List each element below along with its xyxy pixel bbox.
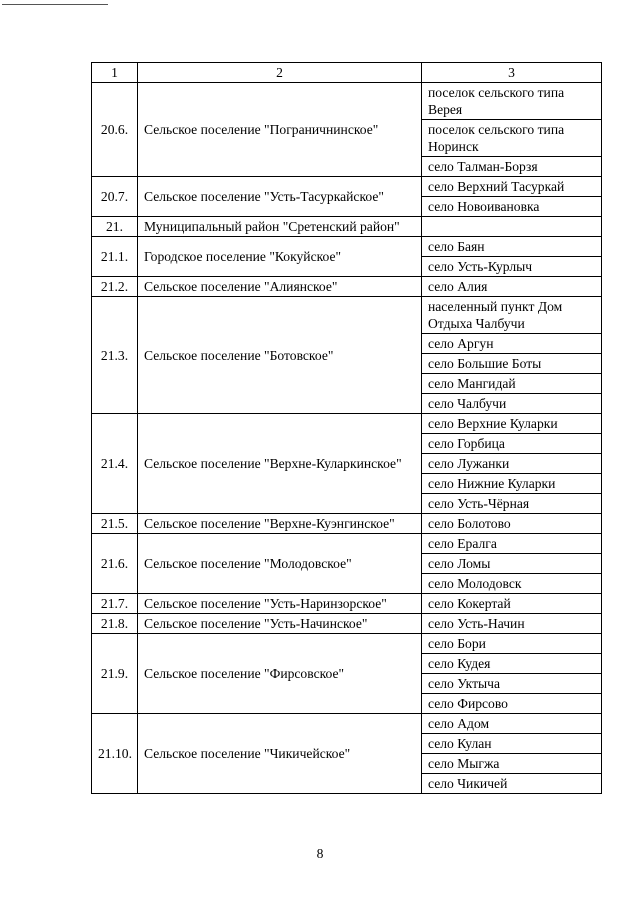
- table-row: [92, 714, 602, 734]
- municipality-name: Сельское поселение "Пограничнинское": [138, 83, 422, 177]
- page-number: 8: [316, 846, 324, 861]
- settlement-name: село Усть-Начин: [422, 614, 602, 634]
- settlement-name: село Чалбучи: [422, 394, 602, 414]
- table-row: [92, 297, 602, 334]
- settlement-name: село Адом: [422, 714, 602, 734]
- column-number-3: 3: [422, 63, 602, 83]
- table-row: [92, 534, 602, 554]
- column-number-1: 1: [92, 63, 138, 83]
- row-number: 21.: [92, 217, 138, 237]
- settlement-name: село Талман-Борзя: [422, 157, 602, 177]
- settlement-name: село Нижние Куларки: [422, 474, 602, 494]
- settlement-name: село Горбица: [422, 434, 602, 454]
- table-row: [92, 414, 602, 434]
- row-number: 21.1.: [92, 237, 138, 277]
- table-row: [92, 514, 602, 534]
- table-row: [92, 594, 602, 614]
- settlement-name: село Мангидай: [422, 374, 602, 394]
- municipality-name: Сельское поселение "Фирсовское": [138, 634, 422, 714]
- municipality-name: Сельское поселение "Алиянское": [138, 277, 422, 297]
- settlement-name: село Чикичей: [422, 774, 602, 794]
- settlements-table: [91, 62, 602, 794]
- row-number: 21.4.: [92, 414, 138, 514]
- table-row: [92, 217, 602, 237]
- row-number: 20.7.: [92, 177, 138, 217]
- row-number: 21.10.: [92, 714, 138, 794]
- settlement-name: село Фирсово: [422, 694, 602, 714]
- row-number: 21.5.: [92, 514, 138, 534]
- municipality-name: Муниципальный район "Сретенский район": [138, 217, 422, 237]
- settlement-name: село Кулан: [422, 734, 602, 754]
- table-row: [92, 237, 602, 257]
- table-row: [92, 614, 602, 634]
- settlement-name: село Верхний Тасуркай: [422, 177, 602, 197]
- settlement-name: село Молодовск: [422, 574, 602, 594]
- settlement-name: поселок сельского типа Норинск: [422, 120, 602, 157]
- row-number: 21.2.: [92, 277, 138, 297]
- municipality-name: Городское поселение "Кокуйское": [138, 237, 422, 277]
- row-number: 21.7.: [92, 594, 138, 614]
- settlement-name: село Большие Боты: [422, 354, 602, 374]
- settlement-name: село Новоивановка: [422, 197, 602, 217]
- settlement-name: село Ломы: [422, 554, 602, 574]
- column-number-2: 2: [138, 63, 422, 83]
- settlement-name: село Мыгжа: [422, 754, 602, 774]
- settlement-name: село Бори: [422, 634, 602, 654]
- settlement-name: село Уктыча: [422, 674, 602, 694]
- table-row: [92, 177, 602, 197]
- municipality-name: Сельское поселение "Ботовское": [138, 297, 422, 414]
- municipality-name: Сельское поселение "Усть-Начинское": [138, 614, 422, 634]
- municipality-name: Сельское поселение "Чикичейское": [138, 714, 422, 794]
- municipality-name: Сельское поселение "Молодовское": [138, 534, 422, 594]
- settlement-name: населенный пункт Дом Отдыха Чалбучи: [422, 297, 602, 334]
- row-number: 21.3.: [92, 297, 138, 414]
- settlement-name: село Лужанки: [422, 454, 602, 474]
- table-row: [92, 634, 602, 654]
- header-rule: [2, 4, 108, 5]
- settlement-name: село Алия: [422, 277, 602, 297]
- table-body: [92, 63, 602, 794]
- table-row: [92, 83, 602, 120]
- table-row: [92, 277, 602, 297]
- settlement-name: село Кокертай: [422, 594, 602, 614]
- settlement-name: село Аргун: [422, 334, 602, 354]
- settlement-name: село Болотово: [422, 514, 602, 534]
- municipality-name: Сельское поселение "Верхне-Куэнгинское": [138, 514, 422, 534]
- settlement-name: [422, 217, 602, 237]
- settlement-name: село Усть-Чёрная: [422, 494, 602, 514]
- table-header-row: [92, 63, 602, 83]
- row-number: 21.6.: [92, 534, 138, 594]
- settlement-name: село Кудея: [422, 654, 602, 674]
- settlement-name: село Баян: [422, 237, 602, 257]
- municipality-name: Сельское поселение "Усть-Тасуркайское": [138, 177, 422, 217]
- row-number: 21.8.: [92, 614, 138, 634]
- municipality-name: Сельское поселение "Верхне-Куларкинское": [138, 414, 422, 514]
- settlement-name: село Верхние Куларки: [422, 414, 602, 434]
- settlement-name: село Усть-Курлыч: [422, 257, 602, 277]
- settlement-name: поселок сельского типа Верея: [422, 83, 602, 120]
- row-number: 21.9.: [92, 634, 138, 714]
- settlement-name: село Ералга: [422, 534, 602, 554]
- municipality-name: Сельское поселение "Усть-Наринзорское": [138, 594, 422, 614]
- row-number: 20.6.: [92, 83, 138, 177]
